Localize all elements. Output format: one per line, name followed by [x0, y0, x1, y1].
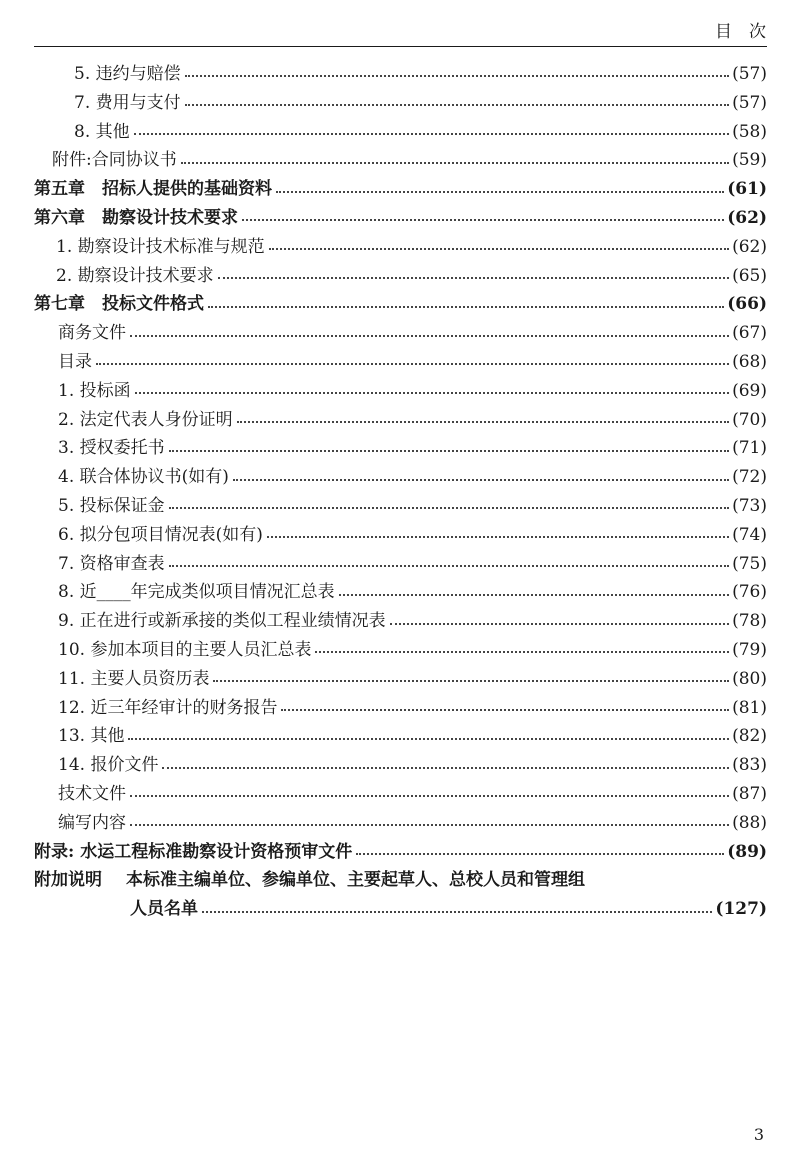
- toc-entry: [34, 780, 767, 809]
- dot-leader: [130, 824, 729, 826]
- dot-leader: [390, 623, 729, 625]
- toc-entry-page: (72): [732, 467, 767, 488]
- toc-entry: [34, 636, 767, 665]
- toc-entry-title: 13. 其他: [58, 726, 125, 747]
- toc-entry: [34, 809, 767, 838]
- dot-leader: [134, 133, 729, 135]
- toc-entry-page: (59): [732, 150, 767, 171]
- toc-entry-title: 编写内容: [58, 812, 126, 833]
- dot-leader: [96, 363, 729, 365]
- dot-leader: [242, 219, 724, 221]
- dot-leader: [185, 104, 729, 106]
- toc-entry: [34, 262, 767, 291]
- dot-leader: [130, 795, 729, 797]
- toc-entry-page: (88): [732, 812, 767, 833]
- dot-leader: [128, 738, 729, 740]
- toc-entry: [34, 578, 767, 607]
- toc-entry-page: (74): [732, 524, 767, 545]
- dot-leader: [339, 594, 729, 596]
- toc-entry: [34, 233, 767, 262]
- dot-leader: [356, 853, 724, 855]
- toc-entry-page: (79): [732, 639, 767, 660]
- toc-entry: [34, 377, 767, 406]
- toc-entry-page: (57): [732, 64, 767, 84]
- toc-entry: [34, 175, 767, 204]
- toc-entry: [34, 722, 767, 751]
- dot-leader: [130, 335, 729, 337]
- toc-entry: [34, 60, 767, 89]
- header-rule: [34, 46, 767, 47]
- toc-entry-title: 8. 近____年完成类似项目情况汇总表: [58, 582, 335, 603]
- dot-leader: [213, 680, 729, 682]
- toc-entry: [34, 607, 767, 636]
- toc-entry-title: 技术文件: [58, 783, 126, 804]
- toc-entry-page: (83): [732, 755, 767, 776]
- toc-entry-page: (71): [732, 438, 767, 459]
- toc-entry-page: (62): [727, 207, 767, 228]
- toc-entry: [34, 665, 767, 694]
- toc-entry-title: 5. 违约与赔偿: [74, 64, 181, 84]
- toc-entry-title: 10. 参加本项目的主要人员汇总表: [58, 639, 312, 660]
- toc-entry: [34, 521, 767, 550]
- running-header: 目 次: [715, 22, 766, 42]
- toc-entry-title: 4. 联合体协议书(如有): [58, 467, 229, 488]
- toc-entry-page: (66): [727, 294, 767, 315]
- dot-leader: [162, 767, 729, 769]
- dot-leader: [169, 565, 729, 567]
- toc-entry-page: (69): [732, 380, 767, 401]
- toc-entry: [34, 348, 767, 377]
- toc-entry-page: (80): [732, 668, 767, 689]
- toc-entry-page: (57): [732, 92, 767, 113]
- dot-leader: [169, 507, 729, 509]
- dot-leader: [135, 392, 729, 394]
- dot-leader: [181, 162, 729, 164]
- dot-leader: [218, 277, 729, 279]
- toc-entry-title: 1. 投标函: [58, 380, 131, 401]
- toc-entry-title: 6. 拟分包项目情况表(如有): [58, 524, 263, 545]
- toc-entry-page: (65): [732, 265, 767, 286]
- dot-leader: [281, 709, 729, 711]
- toc-entry-page: (89): [727, 841, 767, 862]
- toc-entry-title: 2. 法定代表人身份证明: [58, 409, 233, 430]
- toc-entry: [34, 694, 767, 723]
- toc-entry: [34, 146, 767, 175]
- toc-entry: [34, 89, 767, 118]
- toc-entry-title: 12. 近三年经审计的财务报告: [58, 697, 278, 718]
- toc-entry-title: 5. 投标保证金: [58, 495, 165, 516]
- toc-entry-page: (76): [732, 582, 767, 603]
- dot-leader: [276, 191, 724, 193]
- dot-leader: [202, 911, 712, 913]
- toc-entry-title: 第七章 投标文件格式: [34, 294, 204, 315]
- toc-entry-title: 1. 勘察设计技术标准与规范: [56, 236, 265, 257]
- toc-entry-page: (73): [732, 495, 767, 516]
- table-of-contents: [34, 60, 767, 924]
- toc-entry-title: 14. 报价文件: [58, 755, 159, 776]
- appendix-note-line2: 人员名单: [130, 899, 198, 920]
- toc-entry: [34, 319, 767, 348]
- toc-entry: [34, 838, 767, 867]
- toc-entry-title: 11. 主要人员资历表: [58, 668, 210, 689]
- dot-leader: [269, 248, 729, 250]
- toc-entry-page: (68): [732, 351, 767, 372]
- dot-leader: [169, 450, 729, 452]
- dot-leader: [237, 421, 729, 423]
- toc-entry-page: (67): [732, 323, 767, 344]
- toc-entry-title: 附件:合同协议书: [52, 150, 177, 171]
- toc-entry-page: (58): [732, 121, 767, 142]
- appendix-note-line1: 本标准主编单位、参编单位、主要起草人、总校人员和管理组: [126, 870, 585, 891]
- toc-entry-title: 第五章 招标人提供的基础资料: [34, 179, 272, 200]
- toc-entry-title: 第六章 勘察设计技术要求: [34, 207, 238, 228]
- toc-entry: [34, 118, 767, 147]
- appendix-note-page: (127): [715, 899, 767, 920]
- toc-entry-page: (75): [732, 553, 767, 574]
- toc-entry: [34, 204, 767, 233]
- toc-entry-title: 商务文件: [58, 323, 126, 344]
- dot-leader: [267, 536, 729, 538]
- toc-entry-title: 3. 授权委托书: [58, 438, 165, 459]
- toc-entry-title: 8. 其他: [74, 121, 130, 142]
- toc-entry-title: 附录: 水运工程标准勘察设计资格预审文件: [34, 841, 353, 862]
- toc-entry: [34, 492, 767, 521]
- toc-entry-page: (61): [727, 179, 767, 200]
- toc-entry-title: 7. 费用与支付: [74, 92, 181, 113]
- toc-entry-appendix-note: [34, 866, 767, 924]
- toc-entry-page: (78): [732, 611, 767, 632]
- toc-entry-page: (87): [732, 783, 767, 804]
- toc-entry-title: 目录: [58, 351, 92, 372]
- toc-entry-page: (70): [732, 409, 767, 430]
- toc-entry-page: (82): [732, 726, 767, 747]
- toc-entry-page: (62): [732, 236, 767, 257]
- toc-entry-title: 7. 资格审查表: [58, 553, 165, 574]
- appendix-note-label: 附加说明: [34, 870, 102, 891]
- dot-leader: [208, 306, 724, 308]
- dot-leader: [185, 75, 729, 77]
- toc-entry: [34, 550, 767, 579]
- dot-leader: [233, 479, 729, 481]
- toc-entry-title: 9. 正在进行或新承接的类似工程业绩情况表: [58, 611, 386, 632]
- page-number: 3: [753, 1125, 764, 1144]
- toc-entry: [34, 434, 767, 463]
- toc-entry: [34, 406, 767, 435]
- toc-entry: [34, 290, 767, 319]
- dot-leader: [315, 651, 729, 653]
- toc-entry-page: (81): [732, 697, 767, 718]
- toc-entry: [34, 751, 767, 780]
- toc-entry: [34, 463, 767, 492]
- toc-entry-title: 2. 勘察设计技术要求: [56, 265, 214, 286]
